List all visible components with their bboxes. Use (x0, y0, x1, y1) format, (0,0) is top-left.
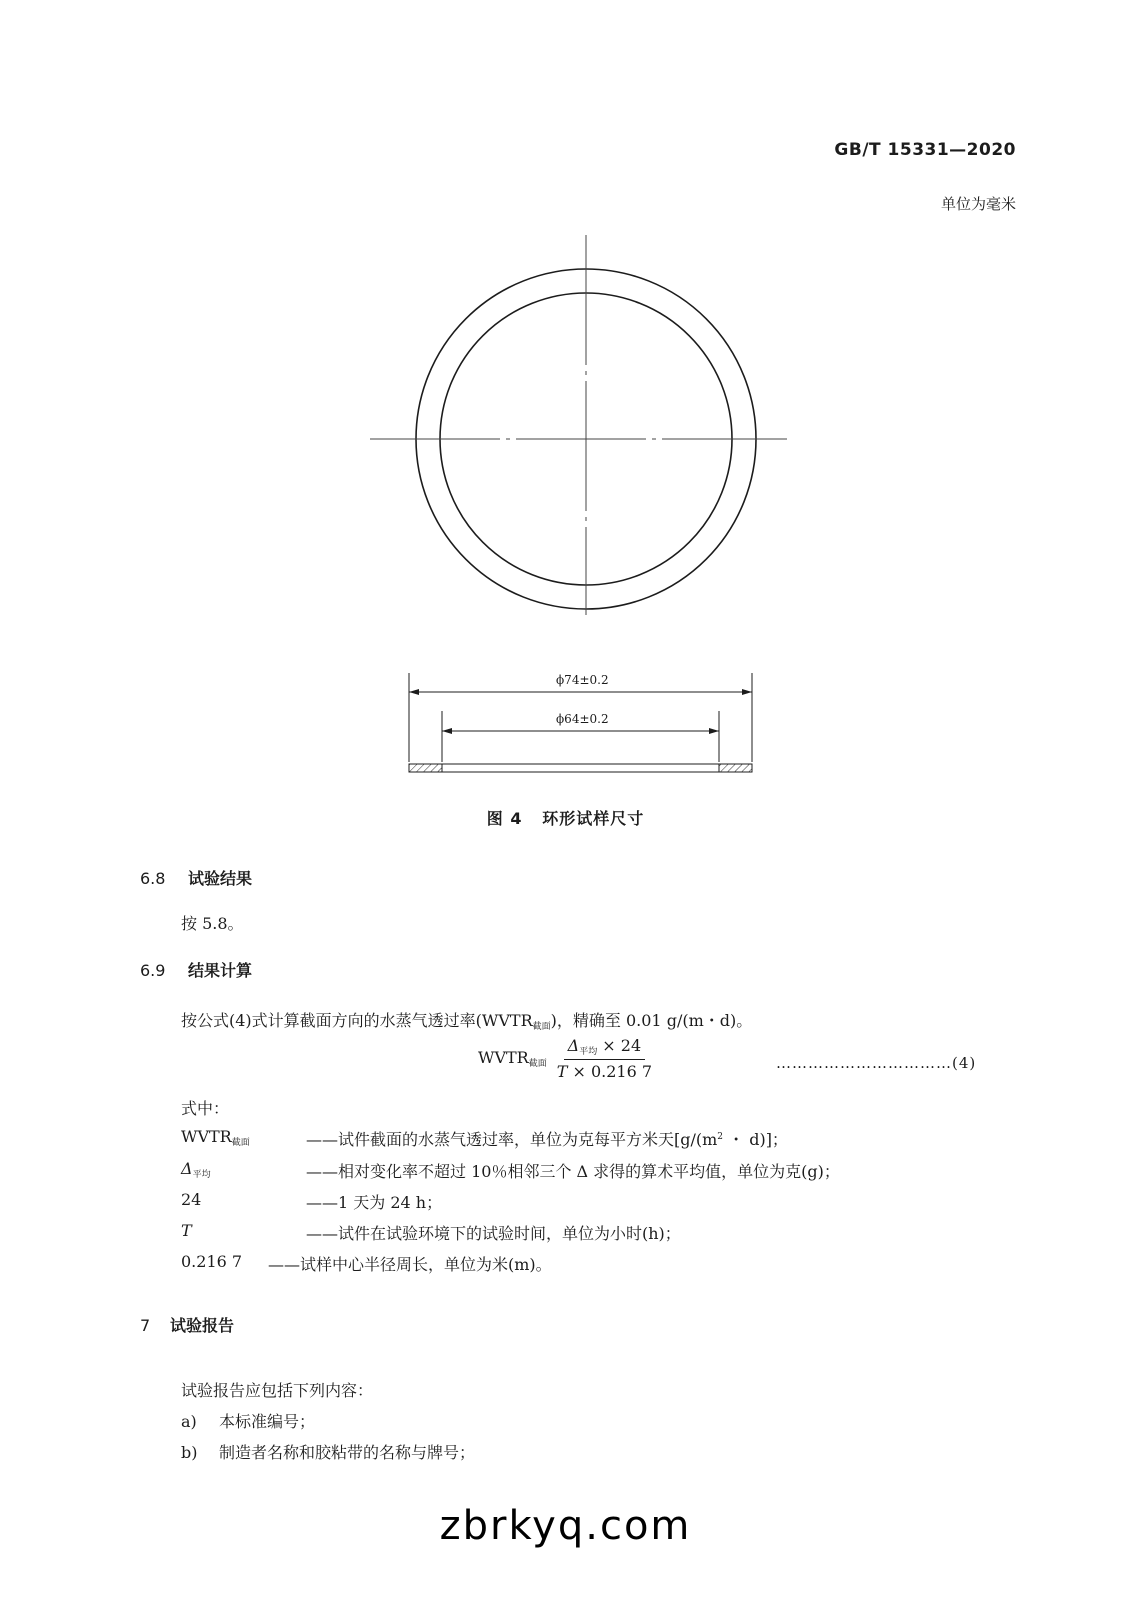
section-title: 试验结果 (188, 869, 253, 888)
unit-note: 单位为毫米 (940, 195, 1016, 213)
definition-text: ——试件在试验环境下的试验时间，单位为小时(h)； (306, 1224, 681, 1243)
section-body (442, 764, 719, 772)
ring-plan-view (370, 235, 787, 615)
section-7-intro: 试验报告应包括下列内容： (181, 1381, 374, 1400)
definition-symbol: $WVTR_{截面}$ (181, 1127, 250, 1148)
definition-text: ——试样中心半径周长，单位为米(m)。 (268, 1255, 552, 1274)
where-label: 式中： (181, 1099, 230, 1118)
section-6-9-heading (140, 958, 252, 981)
definition-text: ——试件截面的水蒸气透过率，单位为克每平方米天[$g/(m^2$ ・ d)]； (306, 1130, 788, 1149)
equation-number: ……………………………(4) (776, 1054, 977, 1072)
section-6-8-body: 按 5.8。 (181, 914, 244, 933)
watermark: zbrkyq.com (439, 1503, 692, 1549)
intro-text: 按公式(4)式计算截面方向的水蒸气透过率(WVTR (181, 1011, 533, 1030)
definition-symbol: $\Delta_{平均}$ (181, 1159, 211, 1180)
section-number: 6.9 (140, 961, 166, 980)
formula-denominator: T × 0.216 7 (556, 1062, 653, 1081)
outer-diameter-label: ϕ74±0.2 (556, 673, 609, 687)
section-number: 7 (140, 1316, 151, 1335)
list-item (181, 1409, 315, 1432)
section-title: 试验报告 (170, 1316, 235, 1335)
list-text: 本标准编号； (219, 1412, 316, 1431)
formula-lhs: $WVTR_{截面}$ (478, 1048, 547, 1069)
list-item (181, 1440, 475, 1463)
section-6-9-intro (181, 1008, 752, 1032)
section-7-heading (140, 1313, 234, 1336)
intro-text-end: )，精确至 0.01 g/(m・d)。 (550, 1011, 753, 1030)
formula-fraction (553, 1036, 656, 1081)
definition-text: ——相对变化率不超过 10％相邻三个 Δ 求得的算术平均值，单位为克(g)； (306, 1162, 840, 1181)
list-text: 制造者名称和胶粘带的名称与牌号； (219, 1443, 476, 1462)
inner-diameter-label: ϕ64±0.2 (556, 712, 609, 726)
section-left-hatch (409, 764, 442, 772)
intro-subscript: 截面 (532, 1022, 551, 1032)
definition-symbol: T (181, 1221, 192, 1240)
figure-caption: 图 4 环形试样尺寸 (486, 809, 645, 828)
standard-number: GB/T 15331—2020 (834, 140, 1016, 160)
list-marker: b) (181, 1443, 198, 1462)
list-marker: a) (181, 1412, 197, 1431)
definition-symbol: 0.216 7 (181, 1252, 243, 1271)
definition-text: ——1 天为 24 h； (306, 1193, 443, 1212)
section-title: 结果计算 (188, 961, 253, 980)
formula-numerator: $\Delta_{平均} \times 24$ (564, 1036, 646, 1060)
section-number: 6.8 (140, 869, 166, 888)
section-6-8-heading (140, 866, 252, 889)
formula-4 (478, 1036, 656, 1081)
section-right-hatch (719, 764, 752, 772)
definition-symbol: 24 (181, 1190, 202, 1209)
